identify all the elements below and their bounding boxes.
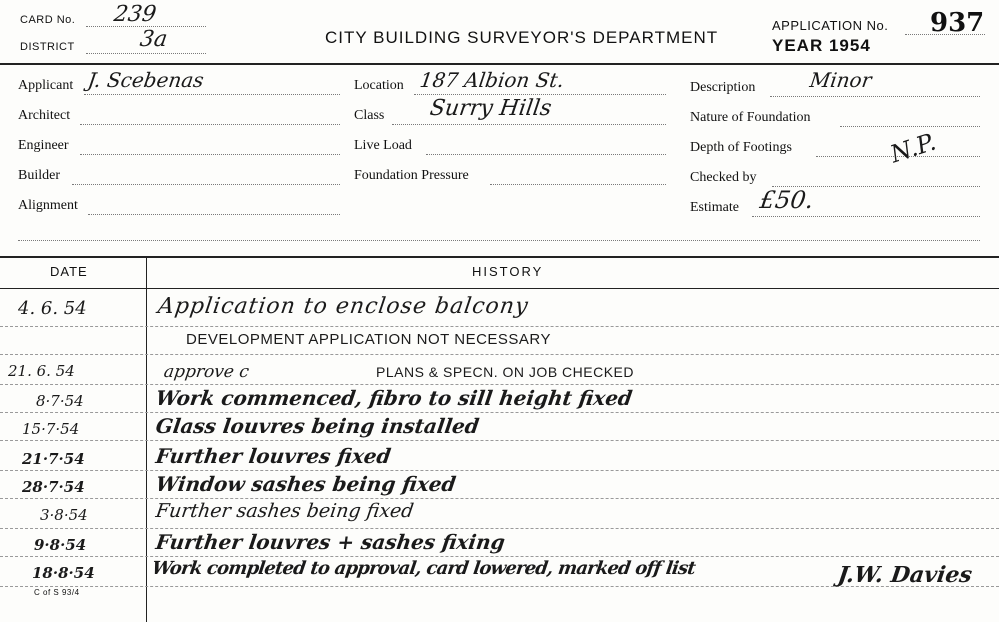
- history-column-header: HISTORY: [472, 264, 544, 279]
- builder-label: Builder: [18, 168, 60, 183]
- history-entry: Window sashes being fixed: [154, 472, 458, 496]
- year-label: YEAR 1954: [772, 36, 871, 55]
- history-entry: Application to enclose balcony: [156, 294, 531, 319]
- department-title: CITY BUILDING SURVEYOR'S DEPARTMENT: [325, 28, 719, 47]
- district-label: DISTRICT: [20, 41, 75, 53]
- history-date: 9·8·54: [34, 536, 87, 554]
- history-date: 21·7·54: [22, 450, 85, 468]
- history-entry: Further louvres + sashes fixing: [154, 530, 507, 554]
- history-date: 15·7·54: [22, 420, 80, 438]
- description-value: Minor: [808, 68, 874, 92]
- signature: J.W. Davies: [836, 562, 974, 588]
- foundation-pressure-label: Foundation Pressure: [354, 168, 469, 183]
- history-entry: Work commenced, fibro to sill height fixed: [154, 386, 634, 410]
- history-entry: Work completed to approval, card lowered, marked off list: [150, 558, 697, 579]
- history-date: 18·8·54: [32, 564, 95, 582]
- location-label: Location: [354, 78, 404, 93]
- architect-label: Architect: [18, 108, 71, 123]
- applicant-label: Applicant: [18, 78, 74, 93]
- history-entry: Glass louvres being installed: [154, 414, 481, 438]
- history-entry: Further sashes being fixed: [154, 500, 416, 522]
- application-label: APPLICATION No.: [772, 18, 889, 33]
- card-no-value: 239: [112, 2, 158, 27]
- district-value: 3a: [138, 27, 169, 52]
- history-date: 4. 6. 54: [18, 298, 87, 319]
- checked-by-label: Checked by: [690, 170, 757, 185]
- applicant-value: J. Scebenas: [86, 68, 206, 92]
- depth-of-footings-label: Depth of Footings: [690, 140, 792, 155]
- history-entry: approve c: [162, 362, 251, 382]
- estimate-label: Estimate: [690, 200, 739, 215]
- live-load-label: Live Load: [354, 138, 412, 153]
- card-no-label: CARD No.: [20, 14, 76, 26]
- estimate-value: £50.: [758, 186, 816, 214]
- class-label: Class: [354, 108, 385, 123]
- engineer-label: Engineer: [18, 138, 69, 153]
- date-column-header: DATE: [50, 264, 88, 279]
- history-date: 21. 6. 54: [8, 362, 75, 380]
- stamp-development-not-necessary: DEVELOPMENT APPLICATION NOT NECESSARY: [186, 331, 551, 348]
- np-note: N.P.: [886, 127, 940, 169]
- stamp-plans-checked: PLANS & SPECN. ON JOB CHECKED: [376, 364, 635, 380]
- application-number: 937: [930, 8, 985, 38]
- history-date: 8·7·54: [36, 392, 84, 410]
- nature-of-foundation-label: Nature of Foundation: [690, 110, 811, 125]
- class-value: Surry Hills: [428, 96, 554, 121]
- history-entry: Further louvres fixed: [154, 444, 393, 468]
- description-label: Description: [690, 80, 756, 95]
- history-date: 28·7·54: [22, 478, 85, 496]
- location-value: 187 Albion St.: [418, 68, 566, 92]
- form-code: C of S 93/4: [34, 588, 80, 597]
- history-date: 3·8·54: [40, 506, 88, 524]
- alignment-label: Alignment: [18, 198, 78, 213]
